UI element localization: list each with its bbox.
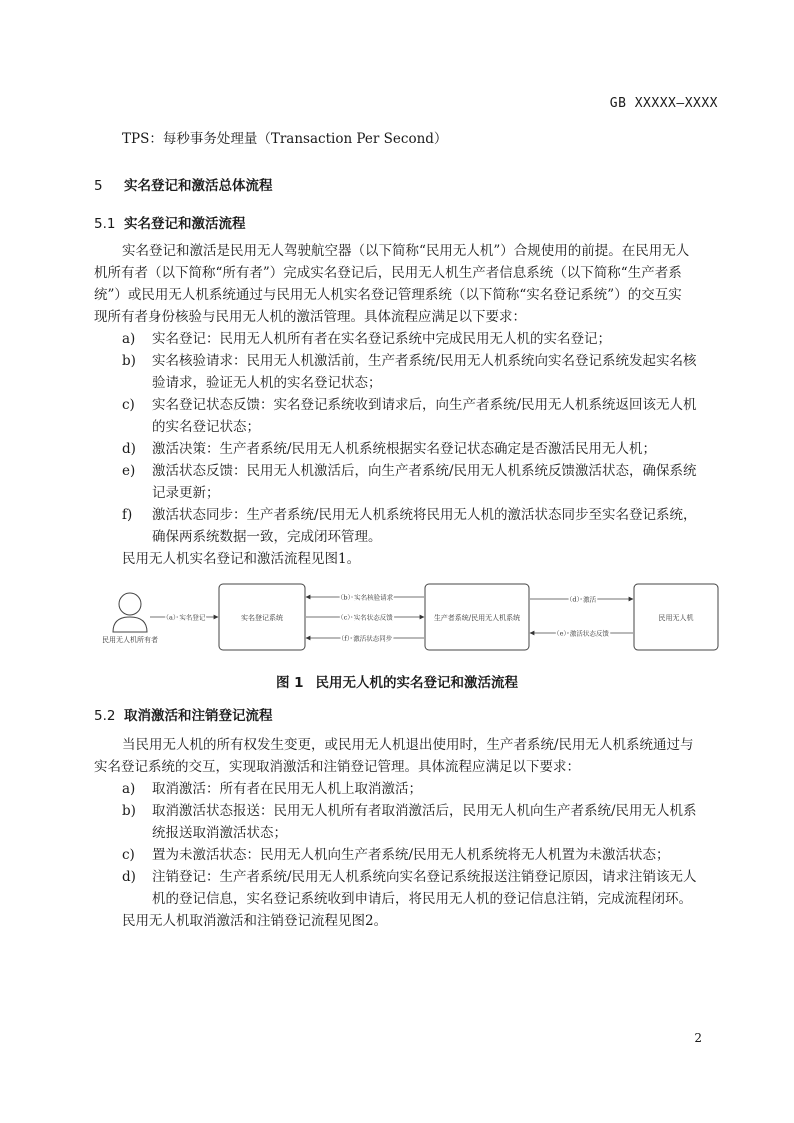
section-number: 5.2: [94, 708, 116, 724]
list-text: 置为未激活状态：民用无人机向生产者系统/民用无人机系统将无人机置为未激活状态；: [152, 847, 670, 863]
list-item: [122, 350, 697, 372]
figure-1-caption: [0, 671, 794, 691]
list-text-continued: 的实名登记状态；: [152, 419, 260, 435]
list-label: d): [122, 869, 136, 885]
list-text-continued: 统报送取消激活状态；: [152, 825, 287, 841]
list-label: f): [122, 507, 133, 523]
list-label: a): [122, 331, 136, 347]
list-label: c): [122, 847, 135, 863]
paragraph-line: 现所有者身份核验与民用无人机的激活管理。具体流程应满足以下要求：: [94, 309, 526, 325]
list-text: 实名登记：民用无人机所有者在实名登记系统中完成民用无人机的实名登记；: [152, 331, 611, 347]
list-label: e): [122, 463, 136, 479]
arrow-d-label: （d）激活: [565, 595, 597, 604]
section-title: 取消激活和注销登记流程: [124, 708, 273, 724]
figure-reference: 民用无人机实名登记和激活流程见图1。: [122, 551, 361, 567]
figure-reference: 民用无人机取消激活和注销登记流程见图2。: [122, 913, 388, 929]
paragraph-line: 当民用无人机的所有权发生变更，或民用无人机退出使用时，生产者系统/民用无人机系统通过与: [122, 737, 694, 753]
list-text-continued: 机的登记信息，实名登记系统收到申请后，将民用无人机的登记信息注销，完成流程闭环。: [152, 891, 692, 907]
list-text: 激活状态同步：生产者系统/民用无人机系统将民用无人机的激活状态同步至实名登记系统，: [152, 507, 697, 523]
paragraph-line: 统”）或民用无人机系统通过与民用无人机实名登记管理系统（以下简称“实名登记系统”）的交互实: [94, 287, 682, 303]
section-5-2-heading: [94, 704, 273, 724]
section-title: 实名登记和激活流程: [124, 216, 246, 232]
list-text: 注销登记：生产者系统/民用无人机系统向实名登记系统报送注销登记原因，请求注销该无人: [152, 869, 697, 885]
tps-definition: TPS：每秒事务处理量（Transaction Per Second）: [122, 131, 448, 147]
list-item: [122, 778, 422, 800]
list-item: [122, 438, 656, 460]
figure-number: 图 1: [275, 675, 304, 691]
list-text-continued: 确保两系统数据一致，完成闭环管理。: [152, 529, 382, 545]
list-text-continued: 记录更新；: [152, 485, 220, 501]
box-producer-label: 生产者系统/民用无人机系统: [433, 614, 521, 622]
list-item: [122, 800, 697, 822]
standard-code: GB XXXXX—XXXX: [609, 96, 718, 111]
list-item: [122, 394, 697, 416]
person-icon: [113, 593, 147, 632]
box-registry-label: 实名登记系统: [241, 614, 283, 622]
arrow-f-label: （f）激活状态同步: [337, 634, 393, 643]
section-title: 实名登记和激活总体流程: [124, 178, 273, 194]
list-text-continued: 验请求，验证无人机的实名登记状态；: [152, 375, 382, 391]
list-item: [122, 328, 611, 350]
actor-label: 民用无人机所有者: [102, 636, 158, 644]
paragraph-line: 实名登记和激活是民用无人驾驶航空器（以下简称“民用无人机”）合规使用的前提。在民用无人: [122, 243, 690, 259]
list-item: [122, 844, 670, 866]
list-text: 激活状态反馈：民用无人机激活后，向生产者系统/民用无人机系统反馈激活状态，确保系统: [152, 463, 697, 479]
arrow-b-label: （b）实名核验请求: [336, 593, 394, 602]
arrow-c-label: （c）实名状态反馈: [337, 613, 393, 622]
list-label: d): [122, 441, 136, 457]
list-text: 激活决策：生产者系统/民用无人机系统根据实名登记状态确定是否激活民用无人机；: [152, 441, 657, 457]
list-label: c): [122, 397, 135, 413]
section-5-heading: [94, 174, 273, 194]
list-text: 取消激活：所有者在民用无人机上取消激活；: [152, 781, 422, 797]
flow-diagram: [0, 570, 794, 670]
list-label: b): [122, 353, 136, 369]
paragraph-line: 实名登记系统的交互，实现取消激活和注销登记管理。具体流程应满足以下要求：: [94, 759, 580, 775]
list-item: [122, 460, 697, 482]
list-label: b): [122, 803, 136, 819]
section-5-1-heading: [94, 212, 246, 232]
list-label: a): [122, 781, 136, 797]
arrow-e-label: （e）激活状态反馈: [553, 629, 609, 638]
page-number: 2: [694, 1031, 702, 1045]
section-number: 5.1: [94, 216, 116, 232]
box-drone-label: 民用无人机: [658, 614, 694, 622]
list-item: [122, 504, 697, 526]
list-text: 取消激活状态报送：民用无人机所有者取消激活后，民用无人机向生产者系统/民用无人机系: [152, 803, 697, 819]
section-number: 5: [94, 178, 103, 194]
figure-title: 民用无人机的实名登记和激活流程: [315, 675, 519, 691]
arrow-a-label: （a）实名登记: [162, 613, 206, 622]
list-text: 实名登记状态反馈：实名登记系统收到请求后，向生产者系统/民用无人机系统返回该无人机: [152, 397, 697, 413]
paragraph-line: 机所有者（以下简称“所有者”）完成实名登记后，民用无人机生产者信息系统（以下简称“生产者系: [94, 265, 682, 281]
list-item: [122, 866, 697, 888]
list-text: 实名核验请求：民用无人机激活前，生产者系统/民用无人机系统向实名登记系统发起实名核: [152, 353, 697, 369]
